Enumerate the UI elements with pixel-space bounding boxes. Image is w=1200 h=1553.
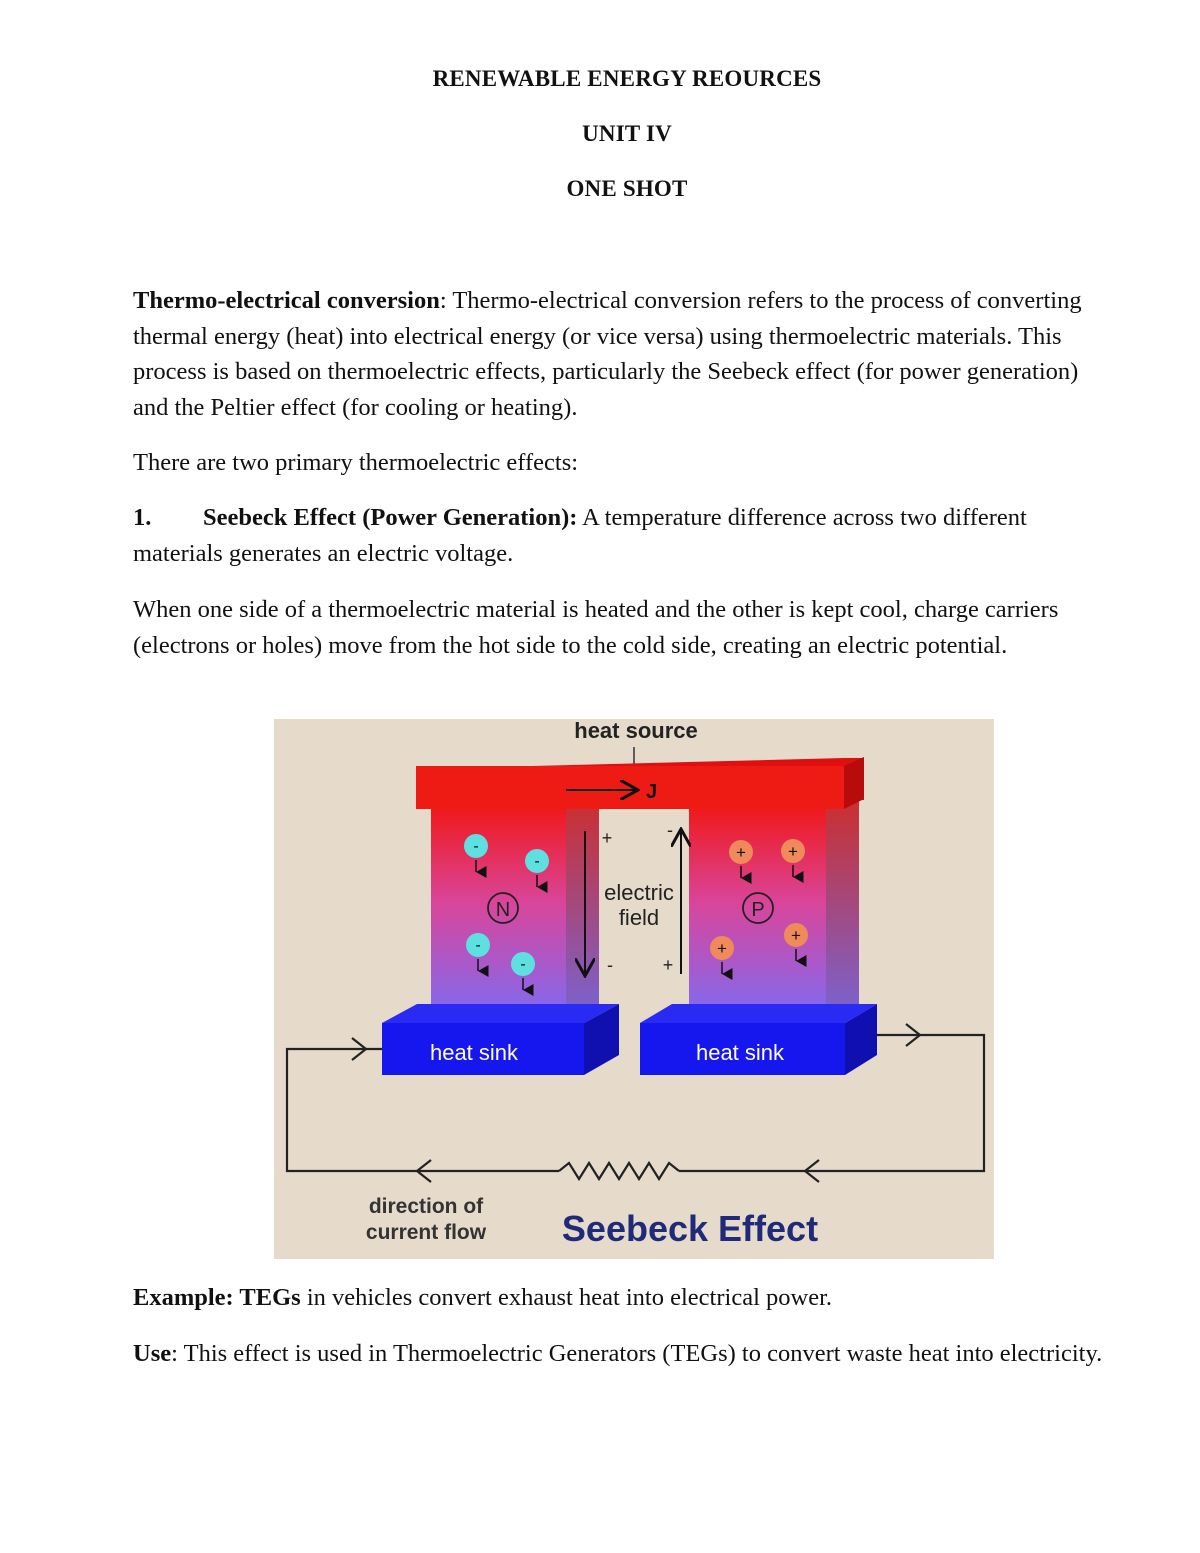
field-minus-bottom: - <box>607 955 613 975</box>
electron-sign: - <box>534 853 540 870</box>
hole-sign: + <box>791 926 801 945</box>
electron-sign: - <box>520 956 526 973</box>
unit-heading: UNIT IV <box>582 121 672 146</box>
direction-label-line1: direction of <box>368 1195 484 1218</box>
seebeck-title: Seebeck Effect (Power Generation): <box>203 504 578 531</box>
seebeck-diagram <box>274 719 994 1259</box>
p-type-leg-side <box>826 797 859 1021</box>
seebeck-explanation: When one side of a thermoelectric material is heated and the other is kept cool, charge carriers (electrons or holes) move from the hot side to the cold side, creating an electric potential. <box>133 596 1059 659</box>
document-title: RENEWABLE ENERGY REOURCES <box>432 66 822 91</box>
intro-text: : Thermo-electrical conversion refers to the process of converting thermal energy (heat) into electrical energy (or vice versa) using thermoelectric materials. This process is based on thermoelectric effects, particularly the Seebeck effect (for power generation) and the Peltier effect (for cooling or heating). <box>133 287 1082 421</box>
heat-source-label: heat source <box>574 719 698 743</box>
current-j-label: J <box>646 781 658 803</box>
direction-label-line2: current flow <box>365 1221 487 1244</box>
heat-sink-right-top <box>640 1004 877 1023</box>
intro-term: Thermo-electrical conversion <box>133 287 440 314</box>
field-minus-top: - <box>667 820 673 840</box>
heat-sink-right-label: heat sink <box>695 1040 785 1065</box>
field-plus-bottom: + <box>662 955 674 975</box>
use-text: : This effect is used in Thermoelectric Generators (TEGs) to convert waste heat into electricity. <box>171 1340 1103 1367</box>
use-label: Use <box>133 1340 172 1367</box>
hole-sign: + <box>788 842 798 861</box>
example-paragraph <box>133 1280 1113 1316</box>
seebeck-text: A temperature difference across two different materials generates an electric voltage. <box>133 504 1027 567</box>
heat-sink-left-label: heat sink <box>429 1040 519 1065</box>
diagram-title: Seebeck Effect <box>561 1208 819 1249</box>
hole-sign: + <box>736 843 746 862</box>
field-label-line1: electric <box>604 880 674 905</box>
n-type-leg-side <box>566 797 599 1021</box>
heat-source-bar-side <box>844 757 864 809</box>
p-type-label: P <box>751 899 765 921</box>
seebeck-number: 1. <box>133 504 152 531</box>
example-text: in vehicles convert exhaust heat into electrical power. <box>300 1284 832 1311</box>
heat-sink-left-top <box>382 1004 619 1023</box>
electron-sign: - <box>473 838 479 855</box>
electron-sign: - <box>475 937 481 954</box>
heat-source-bar <box>416 766 844 809</box>
subtitle-heading: ONE SHOT <box>566 176 688 201</box>
field-label-line2: field <box>618 905 660 930</box>
n-type-label: N <box>495 899 511 921</box>
seebeck-item <box>133 500 1113 571</box>
use-paragraph <box>133 1336 1113 1372</box>
example-bold-text: TEGs <box>233 1284 301 1311</box>
hole-sign: + <box>717 939 727 958</box>
resistor-icon <box>559 1163 679 1179</box>
field-plus-top: + <box>601 828 613 848</box>
example-label: Example: <box>133 1284 234 1311</box>
intro-paragraph <box>133 283 1113 425</box>
effects-intro: There are two primary thermoelectric effects: <box>133 449 579 476</box>
